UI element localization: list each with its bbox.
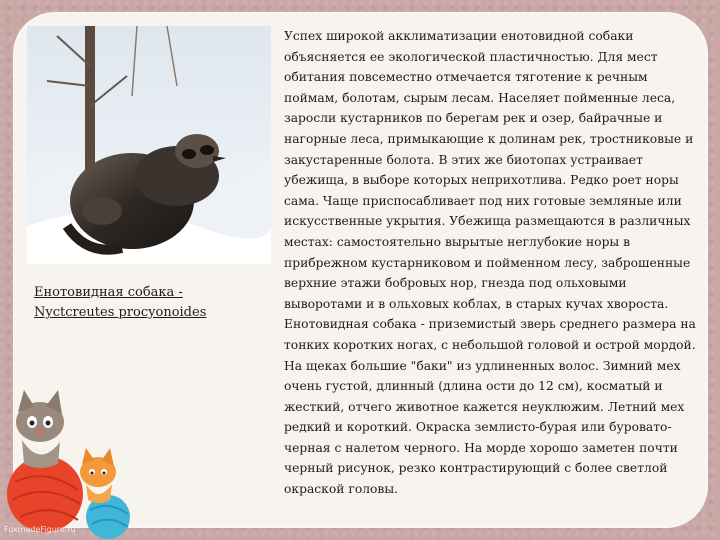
article-paragraph-appearance: Енотовидная собака - приземистый зверь среднего размера на тонких коротких ногах, с небольшой головой и острой мордой. На щеках большие "баки" из удлиненных волос. Зимний мех очень густой, длинный (длина ости до 12 см), косматый и жесткий, отчего животное кажется неуклюжим. Летний мех редкий и короткий. Окраска землисто-бурая или буровато-черная с налетом черного. На морде хорошо заметен почти черный рисунок, резко контрастирующий с более светлой окраской головы. (284, 317, 696, 497)
raccoon-dog-photo (27, 26, 271, 264)
photo-caption: Енотовидная собака - Nyctcreutes procyonoides (34, 285, 207, 320)
article-paragraph-habitat: Успех широкой акклиматизации енотовидной собаки объясняется ее экологической пластичностью. Для мест обитания повсеместно отмечается тяготение к речным поймам, болотам, сырым лесам. Населяет пойменные леса, заросли кустарников по берегам рек и озер, байрачные и нагорные леса, примыкающие к долинам рек, тростниковые и закустаренные болота. В этих же биотопах устраивает убежища, в выборе которых неприхотлива. Редко роет норы сама. Чаще приспосабливает под них готовые земляные или искусственные укрытия. Убежища размещаются в различных местах: самостоятельно вырытые неглубокие норы в прибрежном кустарниковом и пойменном лесу, заброшенные верхние этажи бобровых нор, гнезда под ольховыми выворотами и в ольховых коблах, в старых кучах хвороста. (284, 29, 694, 311)
cats-with-yarn-icon (0, 372, 140, 540)
watermark-text: FoxmadeFigure.ru (4, 525, 76, 534)
article-text (284, 26, 696, 500)
